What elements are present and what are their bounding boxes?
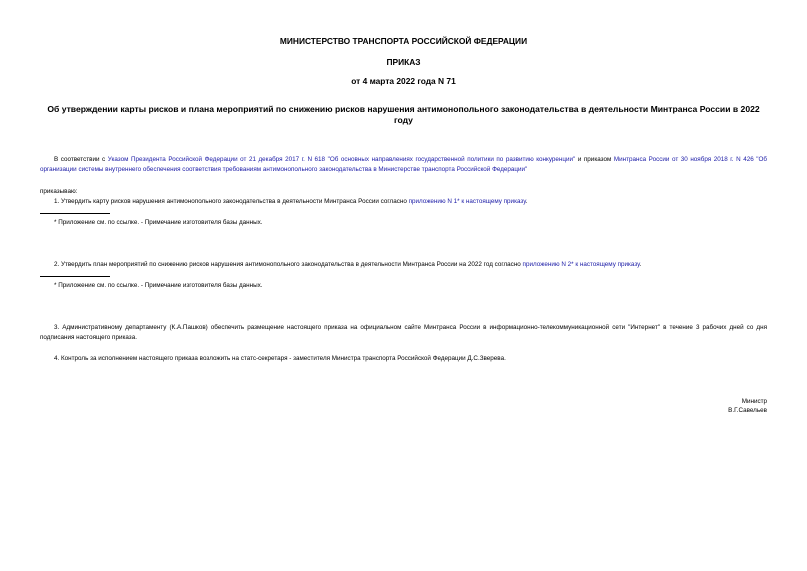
footnote-1: * Приложение см. по ссылке. - Примечание изготовителя базы данных. xyxy=(54,219,263,226)
order-word: приказываю: xyxy=(40,188,78,195)
item-2 xyxy=(54,260,641,269)
preamble-paragraph xyxy=(40,155,767,174)
item-4: 4. Контроль за исполнением настоящего приказа возложить на статс-секретаря - заместителя Министра транспорта Российской Федерации Д.С.Зверева. xyxy=(54,355,506,362)
footnote-divider-1 xyxy=(40,213,110,214)
date-number-heading: от 4 марта 2022 года N 71 xyxy=(351,76,456,86)
item-1 xyxy=(54,197,528,206)
appendix-1-link[interactable]: приложению N 1* к настоящему приказу xyxy=(408,198,526,205)
item-1-text: 1. Утвердить карту рисков нарушения антимонопольного законодательства в деятельности Минтранса России согласно xyxy=(54,198,409,205)
appendix-2-link[interactable]: приложению N 2* к настоящему приказу xyxy=(522,261,640,268)
signature-position: Министр xyxy=(741,398,767,405)
doc-type-heading: ПРИКАЗ xyxy=(386,57,421,67)
ministry-heading: МИНИСТЕРСТВО ТРАНСПОРТА РОССИЙСКОЙ ФЕДЕРАЦИИ xyxy=(279,36,528,46)
footnote-divider-2 xyxy=(40,276,110,277)
item-3: 3. Административному департаменту (К.А.Пашков) обеспечить размещение настоящего приказа на официальном сайте Минтранса России в информационно-телекоммуникационной сети "Интернет" в течение 3 рабочих дней со дня подписания настоящего приказа. xyxy=(40,324,767,341)
item-2-end: . xyxy=(639,261,642,268)
item-2-text: 2. Утвердить план мероприятий по снижению рисков нарушения антимонопольного законодательства в деятельности Минтранса России на 2022 год согласно xyxy=(54,261,523,268)
preamble-middle: и приказом xyxy=(575,156,614,163)
preamble-intro: В соответствии с xyxy=(54,156,108,163)
item-1-end: . xyxy=(525,198,528,205)
signature-name: В.Г.Савельев xyxy=(728,407,767,414)
decree-618-link[interactable]: Указом Президента Российской Федерации от 21 декабря 2017 г. N 618 "Об основных направлениях государственной политики по развитию конкуренции" xyxy=(107,156,576,163)
document-title: Об утверждении карты рисков и плана мероприятий по снижению рисков нарушения антимонопольного законодательства в деятельности Минтранса России в 2022 году xyxy=(47,104,760,125)
order-426-link[interactable]: Минтранса России от 30 ноября 2018 г. N 426 "Об организации системы внутреннего обеспечения соответствия требованиям антимонопольного законодательства в Министерстве транспорта Российской Федерации" xyxy=(40,156,767,173)
footnote-2: * Приложение см. по ссылке. - Примечание изготовителя базы данных. xyxy=(54,282,263,289)
